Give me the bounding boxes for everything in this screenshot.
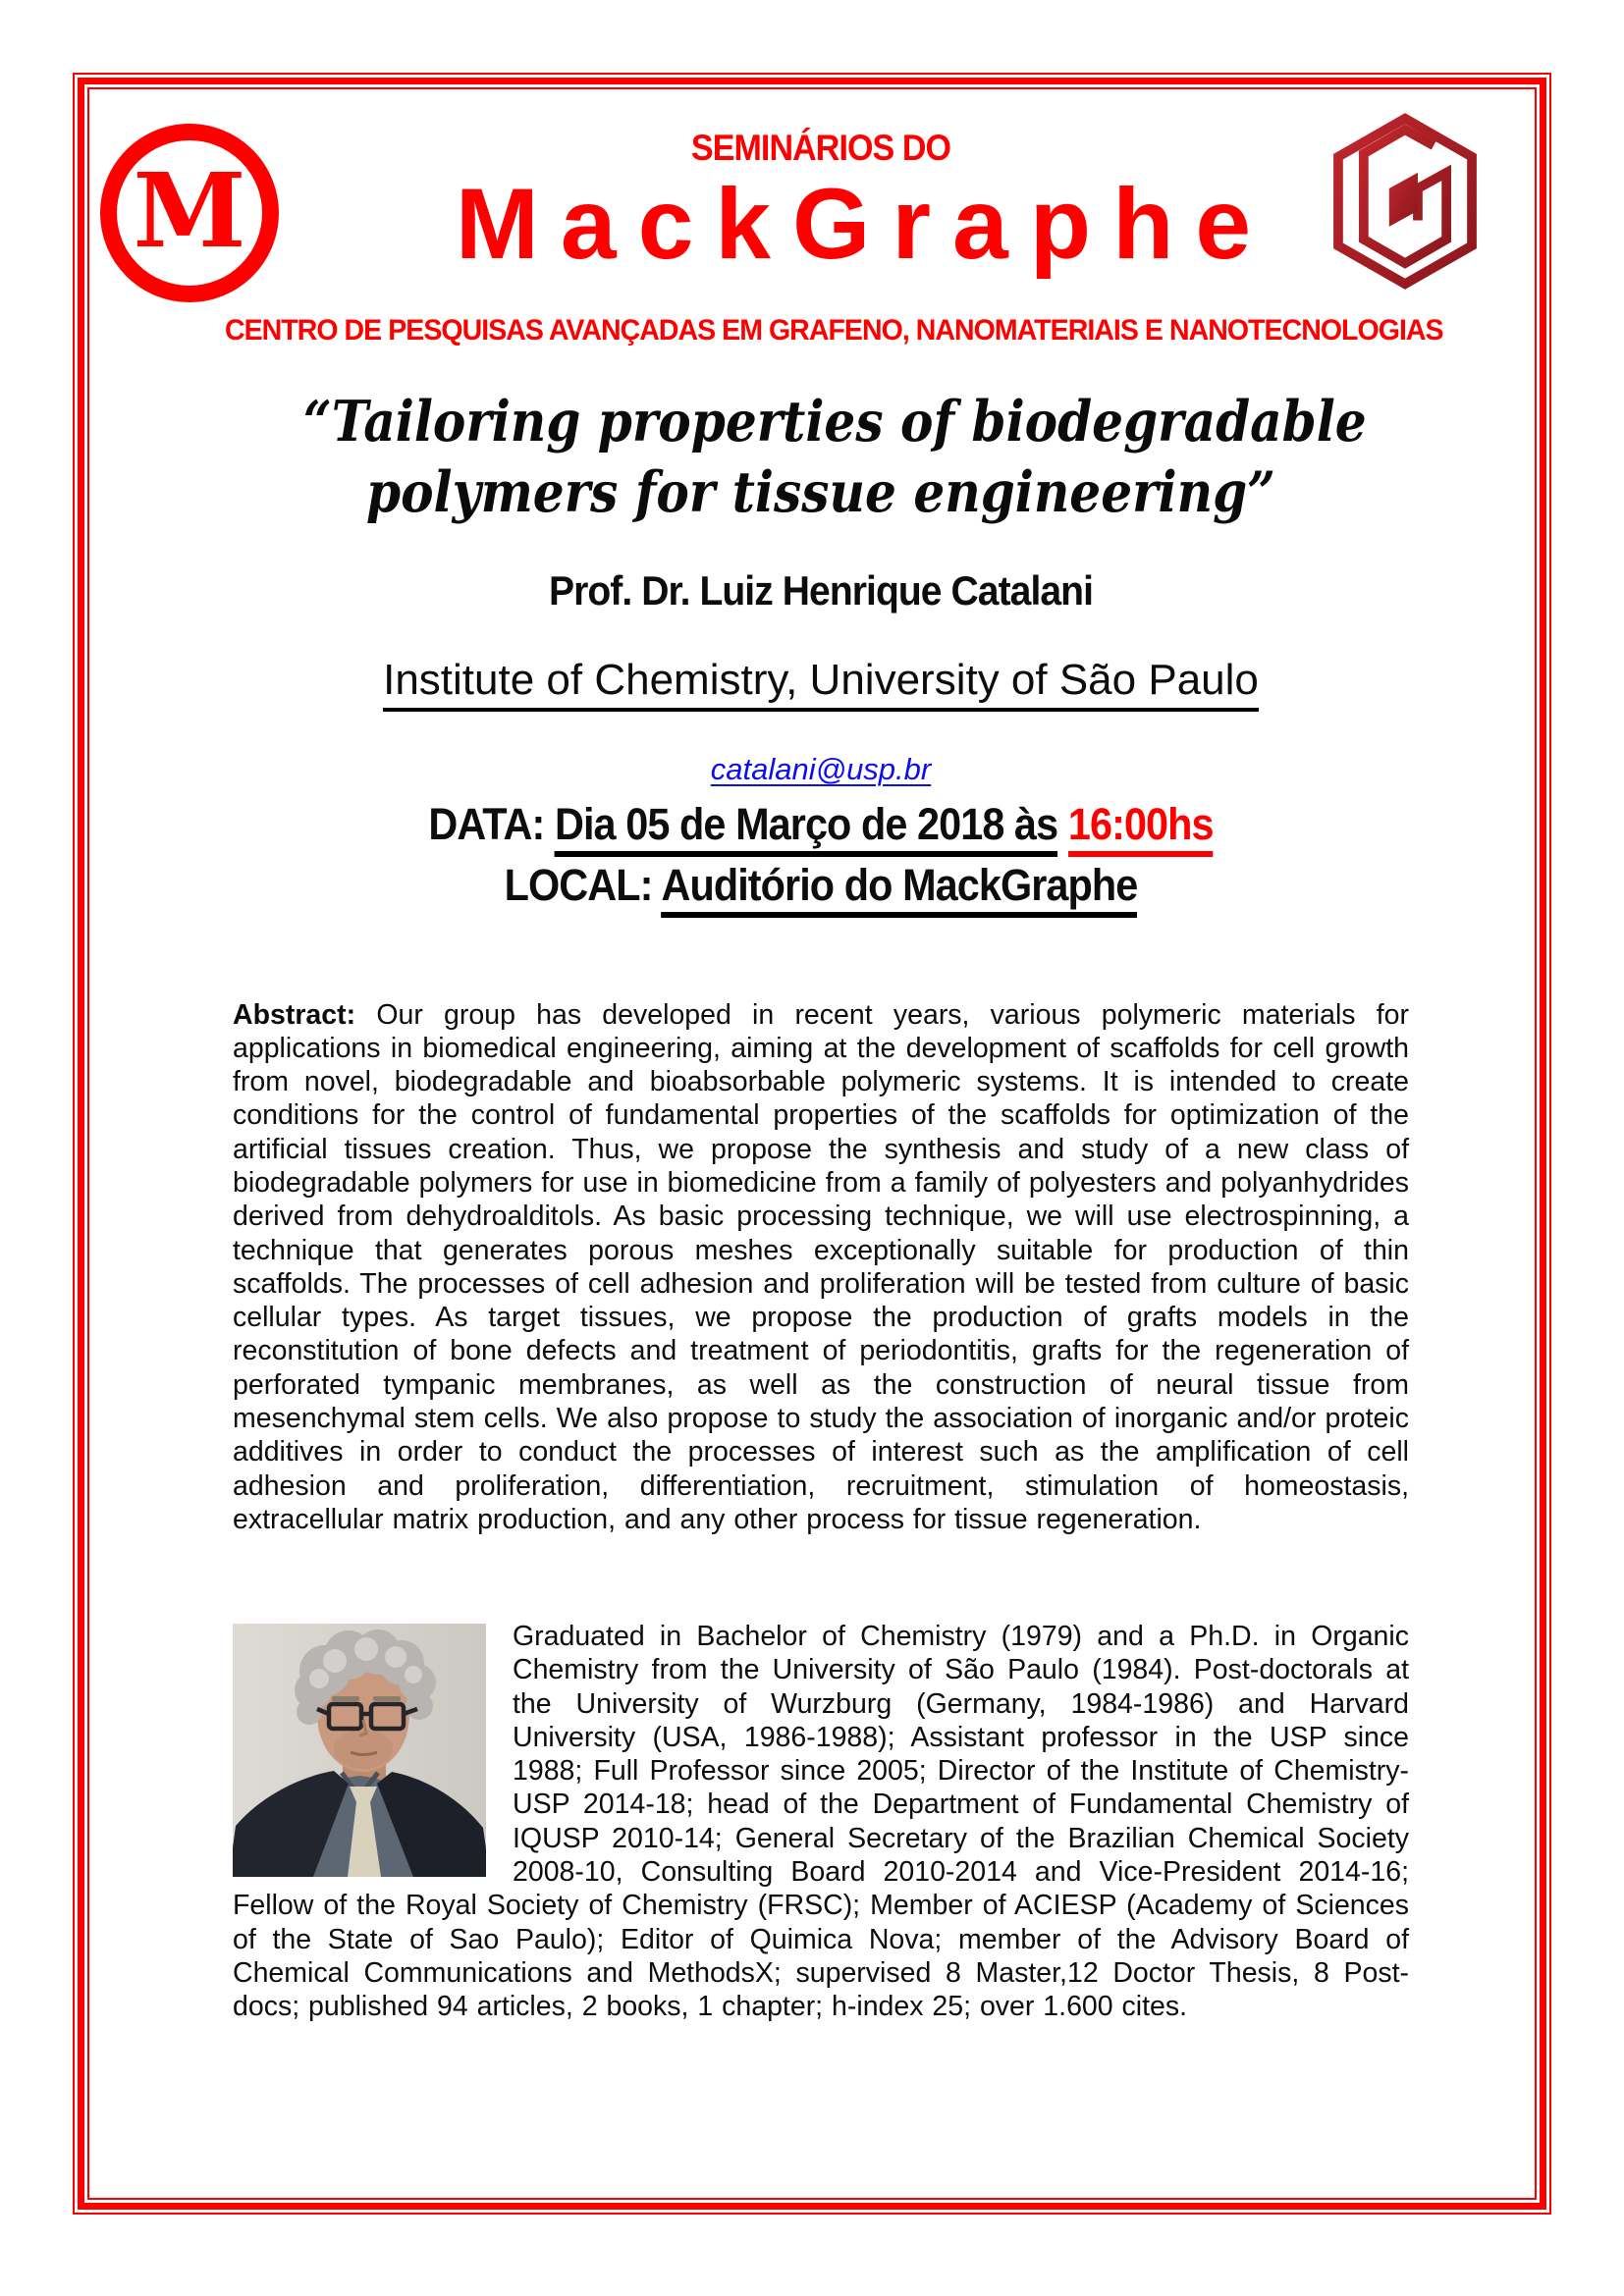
center-subtitle: CENTRO DE PESQUISAS AVANÇADAS EM GRAFENO, NANOMATERIAIS E NANOTECNOLOGIAS <box>224 314 1443 347</box>
seminar-title-line2: polymers for tissue engineering” <box>365 459 1276 525</box>
mackgraphe-hexagon-logo <box>1326 111 1485 292</box>
abstract-label: Abstract: <box>233 998 356 1031</box>
seminar-series-kicker: SEMINÁRIOS DO <box>690 128 951 168</box>
speaker-name: Prof. Dr. Luiz Henrique Catalani <box>548 567 1094 614</box>
mackgraphe-wordmark: MackGraphe <box>455 168 1273 280</box>
speaker-affiliation-text: Institute of Chemistry, University of São Paulo <box>383 656 1259 712</box>
seminar-title <box>302 387 1367 528</box>
date-value: Dia 05 de Março de 2018 às <box>555 799 1057 857</box>
date-line <box>280 799 1362 850</box>
speaker-email-row <box>233 752 1409 787</box>
seminar-title-line1: “Tailoring properties of biodegradable <box>302 389 1367 454</box>
location-value: Auditório do MackGraphe <box>662 860 1138 918</box>
mackenzie-m-logo <box>100 124 279 302</box>
mackenzie-m-logo-letter: M <box>133 150 246 271</box>
date-label: DATA: <box>428 799 545 849</box>
speaker-bio-section <box>233 1620 1409 2024</box>
speaker-email-link[interactable]: catalani@usp.br <box>710 752 932 786</box>
location-label: LOCAL: <box>504 860 653 910</box>
speaker-affiliation <box>233 656 1409 705</box>
abstract-paragraph <box>233 998 1409 1537</box>
abstract-text: Our group has developed in recent years, various polymeric materials for applications in biomedical engineering, aiming at the development of scaffolds for cell growth from novel, biodegradable and bioabsorbable polymeric systems. It is intended to create conditions for the control of fundamental properties of the scaffolds for optimization of the artificial tissues creation. Thus, we propose the synthesis and study of a new class of biodegradable polymers for use in biomedicine from a family of polyesters and polyanhydrides derived from dehydroalditols. As basic processing technique, we will use electrospinning, a technique that generates porous meshes exceptionally suitable for production of thin scaffolds. The processes of cell adhesion and proliferation will be tested from culture of basic cellular types. As target tissues, we propose the production of grafts models in the reconstitution of bone defects and treatment of periodontitis, grafts for the regeneration of perforated tympanic membranes, as well as the construction of neural tissue from mesenchymal stem cells. We also propose to study the association of inorganic and/or proteic additives in order to conduct the processes of interest such as the amplification of cell adhesion and proliferation, differentiation, recruitment, stimulation of homeostasis, extracellular matrix production, and any other process for tissue regeneration. <box>233 998 1410 1535</box>
speaker-photo <box>233 1624 486 1877</box>
location-line <box>280 860 1362 911</box>
time-value: 16:00hs <box>1068 799 1214 857</box>
speaker-bio-text: Graduated in Bachelor of Chemistry (1979) and a Ph.D. in Organic Chemistry from the University of São Paulo (1984). Post-doctorals at the University of Wurzburg (Germany, 1984-1986) and Harvard University (USA, 1986-1988); Assistant professor in the USP since 1988; Full Professor since 2005; Director of the Institute of Chemistry-USP 2014-18; head of the Department of Fundamental Chemistry of IQUSP 2010-14; General Secretary of the Brazilian Chemical Society 2008-10, Consulting Board 2010-2014 and Vice-President 2014-16; Fellow of the Royal Society of Chemistry (FRSC); Member of ACIESP (Academy of Sciences of the State of Sao Paulo); Editor of Quimica Nova; member of the Advisory Board of Chemical Communications and MethodsX; supervised 8 Master,12 Doctor Thesis, 8 Post-docs; published 94 articles, 2 books, 1 chapter; h-index 25; over 1.600 cites. <box>233 1621 1409 2023</box>
